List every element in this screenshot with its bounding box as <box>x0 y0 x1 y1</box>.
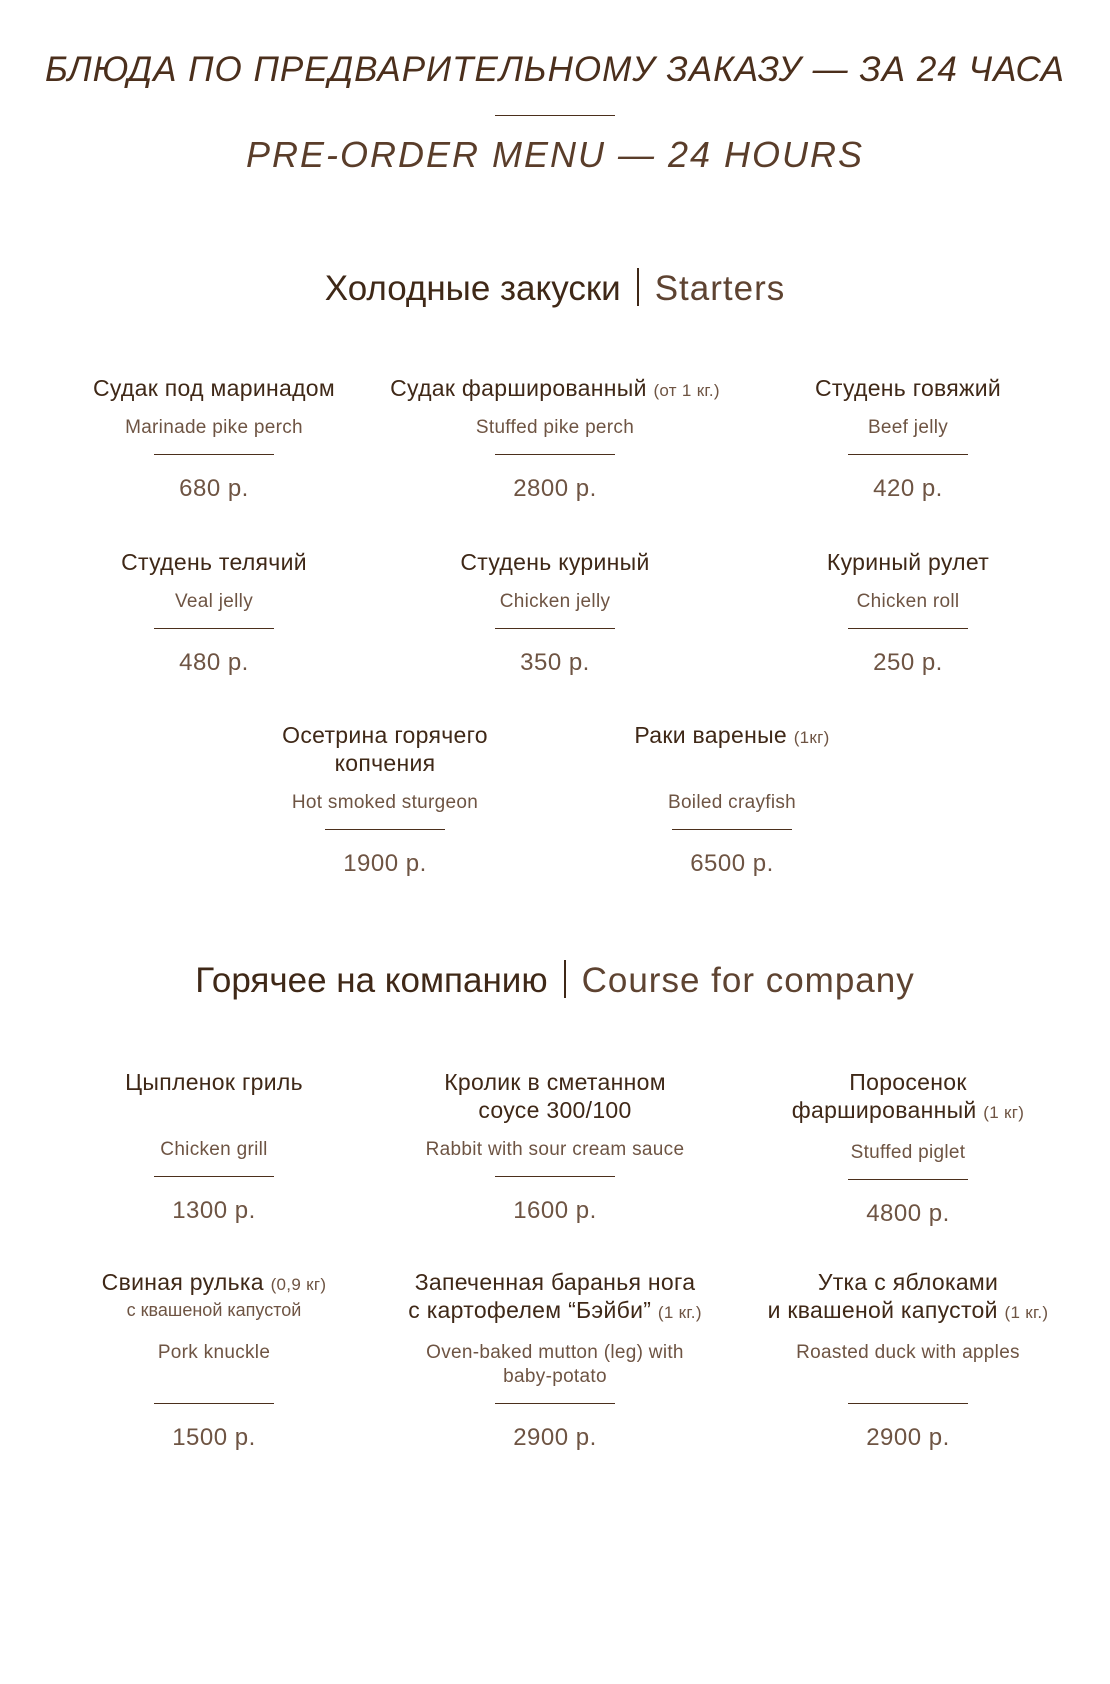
item-name-line2-wrapper <box>728 1096 1088 1127</box>
item-name: Судак фаршированный <box>390 375 647 401</box>
section-title-separator <box>564 960 566 998</box>
section-title-starters <box>0 268 1110 309</box>
item-name-line2-wrapper <box>375 1296 735 1327</box>
item-divider <box>848 1179 968 1180</box>
item-price: 2800 р. <box>513 475 597 502</box>
item-price: 480 р. <box>179 649 249 676</box>
item-name-en: Stuffed pike perch <box>475 417 635 438</box>
menu-item <box>728 548 1088 677</box>
item-note: (от 1 кг.) <box>653 381 720 400</box>
item-name-en: Veal jelly <box>175 591 253 612</box>
item-name-wrapper <box>375 374 735 402</box>
item-name-en: Chicken jelly <box>499 591 611 612</box>
section-title-ru: Горячее на компанию <box>195 961 548 1000</box>
item-name-wrapper <box>552 721 912 777</box>
item-name-line1: Осетрина горячего <box>282 722 488 748</box>
item-price: 350 р. <box>520 649 590 676</box>
section-title-ru: Холодные закуски <box>324 269 621 308</box>
item-subtitle: с квашеной капустой <box>126 1300 302 1320</box>
item-name: Свиная рулька <box>101 1269 264 1295</box>
menu-item <box>375 1268 735 1452</box>
item-note: (0,9 кг) <box>270 1275 327 1294</box>
menu-item <box>34 374 394 503</box>
item-divider <box>495 1176 615 1177</box>
item-name: Студень телячий <box>121 549 307 575</box>
item-name-line2-wrapper <box>728 1296 1088 1327</box>
menu-item <box>34 1268 394 1452</box>
item-name: Раки вареные <box>634 722 787 748</box>
item-name-line1: Кролик в сметанном <box>444 1069 666 1095</box>
item-name-line2: и квашеной капустой <box>767 1297 998 1323</box>
item-note: (1 кг.) <box>657 1303 702 1322</box>
item-price: 1500 р. <box>172 1424 256 1451</box>
section-title-en: Course for company <box>581 961 915 1000</box>
item-price: 420 р. <box>873 475 943 502</box>
section-title-en: Starters <box>654 269 786 308</box>
menu-item <box>34 548 394 677</box>
menu-item <box>205 721 565 878</box>
item-name-en: Stuffed piglet <box>850 1142 966 1163</box>
item-price: 250 р. <box>873 649 943 676</box>
item-price: 680 р. <box>179 475 249 502</box>
item-price: 1600 р. <box>513 1197 597 1224</box>
item-price: 4800 р. <box>866 1200 950 1227</box>
item-price: 2900 р. <box>513 1424 597 1451</box>
item-divider <box>848 454 968 455</box>
section-title-separator <box>637 268 639 306</box>
item-note: (1кг) <box>793 728 830 747</box>
item-divider <box>154 1176 274 1177</box>
menu-item <box>375 1068 735 1225</box>
item-name-line2: с картофелем “Бэйби” <box>408 1297 652 1323</box>
item-divider <box>325 829 445 830</box>
item-note: (1 кг.) <box>1004 1303 1049 1322</box>
item-name: Куриный рулет <box>826 549 990 575</box>
item-name-line2: соусе 300/100 <box>478 1097 632 1123</box>
item-name-line2: копчения <box>334 750 436 776</box>
item-name-wrapper <box>34 1268 394 1299</box>
item-price: 1300 р. <box>172 1197 256 1224</box>
item-name-en: Pork knuckle <box>157 1342 271 1363</box>
item-name-en: Chicken roll <box>856 591 960 612</box>
item-name-en: Marinade pike perch <box>125 417 303 438</box>
item-divider <box>154 628 274 629</box>
item-price: 2900 р. <box>866 1424 950 1451</box>
menu-item <box>375 374 735 503</box>
item-name: Судак под маринадом <box>92 375 336 401</box>
item-name-line1: Запеченная баранья нога <box>414 1269 696 1295</box>
section-title-company <box>0 960 1110 1001</box>
item-name: Студень куриный <box>460 549 650 575</box>
menu-item <box>34 1068 394 1225</box>
item-name-line1: Поросенок <box>849 1069 967 1095</box>
item-name-en-line2: baby-potato <box>503 1366 607 1387</box>
item-note: (1 кг) <box>983 1103 1025 1122</box>
item-divider <box>495 628 615 629</box>
menu-item <box>552 721 912 878</box>
title-divider <box>495 115 615 116</box>
item-name-en-line1: Oven-baked mutton (leg) with <box>426 1342 684 1363</box>
item-divider <box>848 628 968 629</box>
menu-item <box>728 1268 1088 1452</box>
item-name-en: Chicken grill <box>160 1139 268 1160</box>
item-name: Студень говяжий <box>814 375 1002 401</box>
item-divider <box>154 1403 274 1404</box>
menu-item <box>728 374 1088 503</box>
item-name-en: Hot smoked sturgeon <box>291 792 479 813</box>
item-name-line2: фаршированный <box>791 1097 977 1123</box>
item-divider <box>672 829 792 830</box>
item-price: 1900 р. <box>343 850 427 877</box>
item-divider <box>495 454 615 455</box>
menu-item <box>375 548 735 677</box>
item-price: 6500 р. <box>690 850 774 877</box>
item-divider <box>154 454 274 455</box>
item-divider <box>848 1403 968 1404</box>
page-title-ru: БЛЮДА ПО ПРЕДВАРИТЕЛЬНОМУ ЗАКАЗУ — ЗА 24 ЧАСА <box>45 50 1065 89</box>
page-title-en: PRE-ORDER MENU — 24 HOURS <box>245 134 865 175</box>
item-name-en: Boiled crayfish <box>667 792 797 813</box>
item-name-en: Roasted duck with apples <box>796 1342 1020 1363</box>
menu-item <box>728 1068 1088 1228</box>
item-divider <box>495 1403 615 1404</box>
item-name-en: Beef jelly <box>867 417 949 438</box>
item-name: Цыпленок гриль <box>125 1069 303 1095</box>
item-name-line1: Утка с яблоками <box>817 1269 999 1295</box>
item-name-en: Rabbit with sour cream sauce <box>425 1139 685 1160</box>
